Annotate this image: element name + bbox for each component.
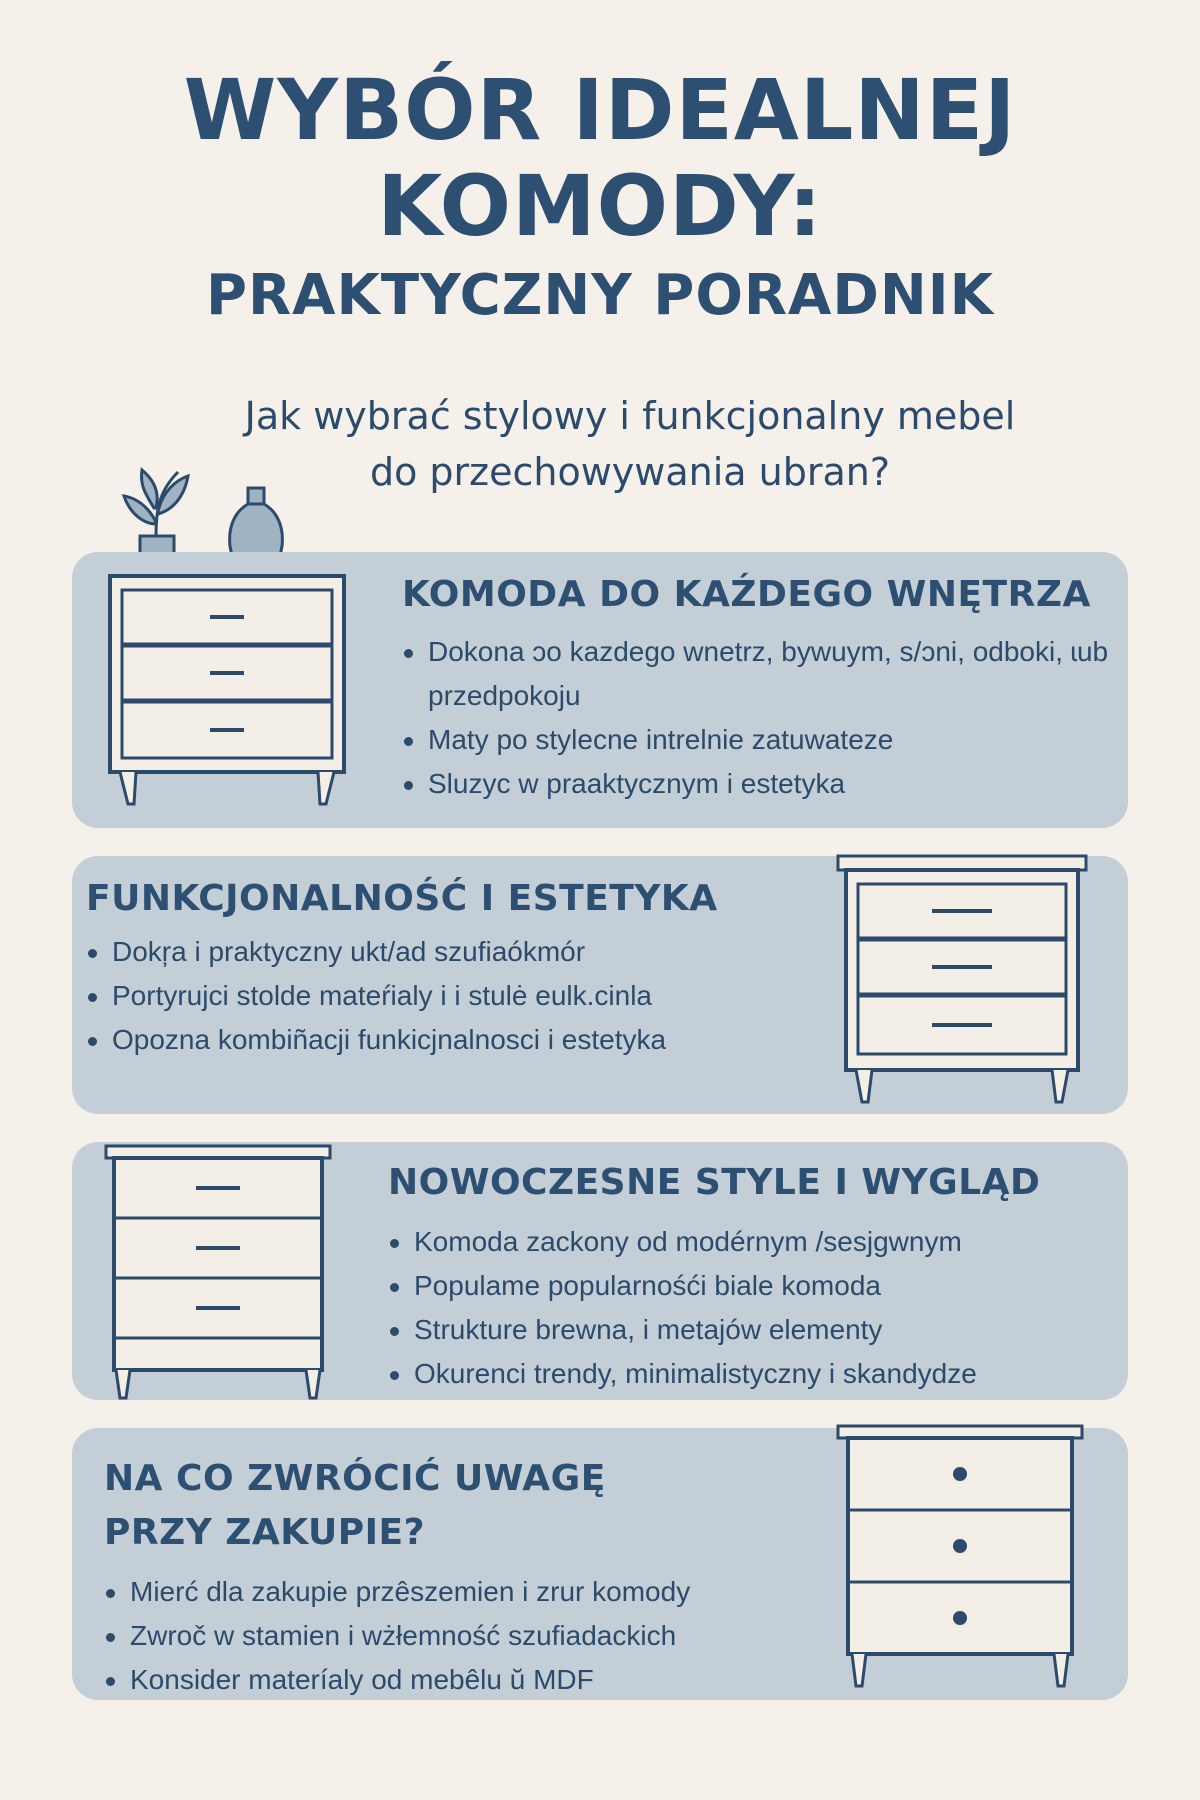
page-subtitle <box>180 388 1080 500</box>
section-heading: NOWOCZESNE STYLE I WYGLĄD <box>388 1162 1041 1203</box>
list-item: Strukture brewna, i metajów elementy <box>388 1308 1118 1352</box>
section-heading: FUNKCJONALNOŚĆ I ESTETYKA <box>86 878 718 919</box>
list-item: Komoda zackony od modérnym /sesjgwnym <box>388 1220 1118 1264</box>
bullet-list <box>104 1570 824 1702</box>
bullet-list <box>402 630 1122 806</box>
section-what-to-check <box>72 1428 1128 1700</box>
section-every-interior <box>72 552 1128 828</box>
dresser-icon <box>106 572 348 812</box>
subtitle-line-1: Jak wybrać stylowy i funkcjonalny mebel <box>244 394 1016 438</box>
list-item: Opozna kombiñacji funkicjnalnosci i estetyka <box>86 1018 806 1062</box>
title-line-2: KOMODY: <box>377 157 823 255</box>
section-heading <box>104 1452 824 1560</box>
title-line-3: PRAKTYCZNY PORADNIK <box>206 263 994 328</box>
title-line-1: WYBÓR IDEALNEJ <box>183 61 1017 159</box>
dresser-icon <box>836 1424 1084 1688</box>
bullet-list <box>86 930 806 1062</box>
list-item: Konsider materíaly od mebêlu ŭ MDF <box>104 1658 824 1702</box>
section-function-aesthetics <box>72 856 1128 1114</box>
list-item: Populame popularnośći biale komoda <box>388 1264 1118 1308</box>
list-item: Dokona ɔo kazdego wnetrz, bywuym, s/ɔni, odboki, ɩub przedpokoju <box>402 630 1122 718</box>
list-item: Sluzyc w praaktycznym i estetyka <box>402 762 1122 806</box>
list-item: Maty po stylecne intrelnie zatuwateze <box>402 718 1122 762</box>
list-item: Okurenci trendy, minimalistyczny i skandydze <box>388 1352 1118 1396</box>
list-item: Portyrujci stolde mateŕialy i i stulė eulk.cinla <box>86 974 806 1018</box>
dresser-icon <box>104 1144 332 1400</box>
section-heading-line-1: NA CO ZWRÓCIĆ UWAGĘ <box>104 1458 606 1499</box>
section-modern-styles <box>72 1142 1128 1400</box>
list-item: Dokŗa i praktyczny ukt/ad szufiaókmór <box>86 930 806 974</box>
section-heading: KOMODA DO KAŹDEGO WNĘTRZA <box>402 574 1091 615</box>
dresser-icon <box>836 854 1088 1108</box>
page-title <box>0 62 1200 334</box>
section-heading-line-2: PRZY ZAKUPIE? <box>104 1512 426 1553</box>
subtitle-line-2: do przechowywania ubran? <box>369 450 891 494</box>
list-item: Zwroč w stamien i wżłemność szufiadackich <box>104 1614 824 1658</box>
list-item: Mierć dla zakupie przêszemien i zrur komody <box>104 1570 824 1614</box>
bullet-list <box>388 1220 1118 1396</box>
